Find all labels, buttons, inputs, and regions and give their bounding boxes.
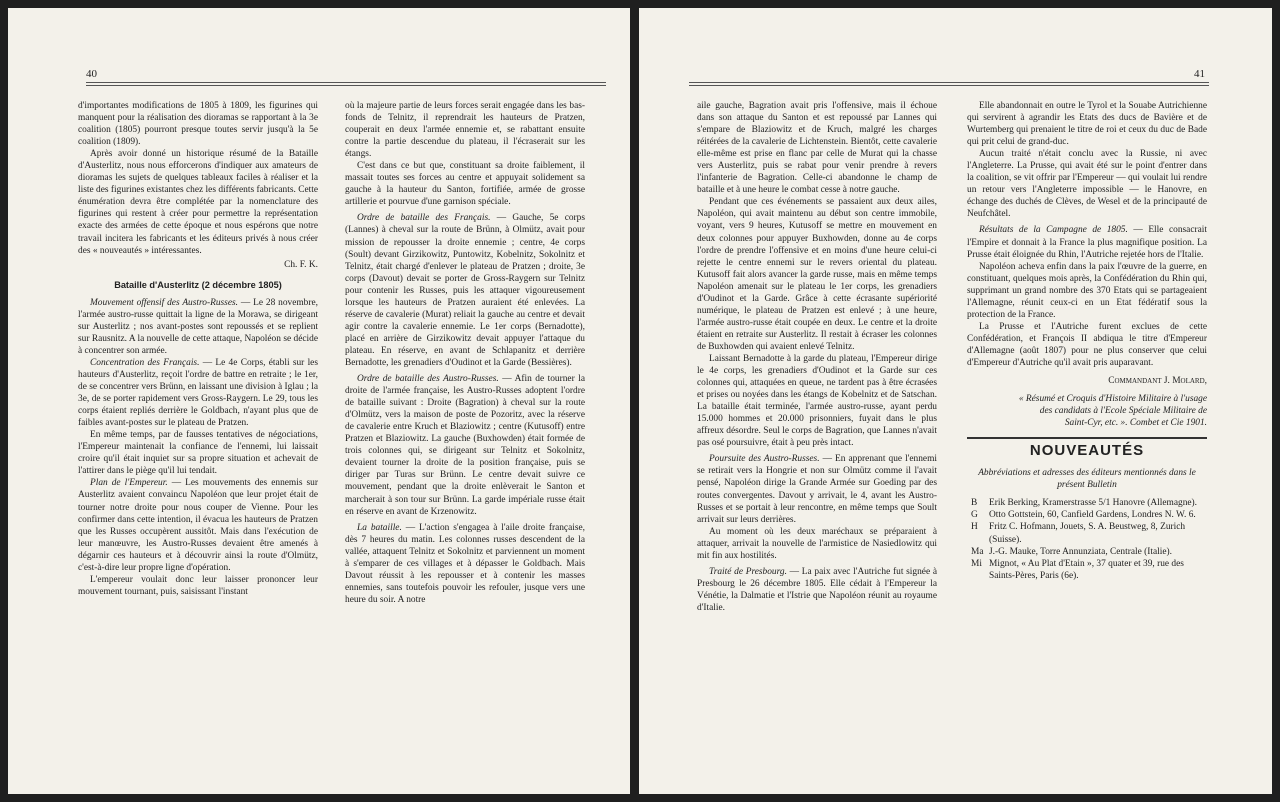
paragraph-title: Ordre de bataille des Français. [357,213,491,224]
paragraph: L'empereur voulait donc leur laisser prononcer leur mouvement tournant, puis, saisissant l'instant [78,574,318,597]
paragraph: Elle abandonnait en outre le Tyrol et la Souabe Autrichienne qui servirent à agrandir les Etats des ducs de Bavière et de Wurtemberg qui prenaient le titre de roi et ceux du duc de Bade qui prit celui de grand-duc. [967,101,1207,148]
editor-address: Erik Berking, Kramerstrasse 5/1 Hanovre (Allemagne). [989,498,1198,509]
paragraph: Laissant Bernadotte à la garde du plateau, l'Empereur dirige le 4e corps, les grenadiers d'Oudinot et la Garde sur ces colonnes qui, attaquées en queue, ne tardent pas à être écrasées et prises ou noyées dans les étangs de Kobelnitz et de Satschan. La bataille était terminée, l'armée austro-russe, ayant perdu 15.000 hommes et 20.000 prisonniers, fuyait dans le plus affreux désordre. Seul le corps de Bagration, que Lannes n'avait pas osé poursuivre, était à peu près intact. [697,353,937,449]
paragraph: Pendant que ces événements se passaient aux deux ailes, Napoléon, qui avait maintenu au début son centre immobile, voyant, vers 9 heures, Kutusoff se mettre en mouvement en deux colonnes pour appuyer Buxhowden, donne au 4e corps l'ordre de prendre l'offensive et en moins d'une heure celui-ci rejette le centre ennemi sur le revers oriental du plateau. Kutusoff fait alors avancer la garde russe, mais en même temps Napoléon amenait sur le plateau le 1er corps, les grenadiers d'Oudinot et la Garde. Grâce à cette écrasante supériorité numérique, le plateau de Pratzen est enlevé ; à une heure, l'armée austro-russe était coupée en deux. Le centre et la droite étaient en retraite sur Austerlitz. Il restait à écraser les colonnes de Buxhowden qui avaient enlevé Telnitz. [697,197,937,352]
right-column-1 [697,100,937,614]
section-heading: Bataille d'Austerlitz (2 décembre 1805) [114,279,282,290]
editor-address: J.-G. Mauke, Torre Annunziata, Centrale (Italie). [989,546,1172,557]
editor-code: H [971,522,978,533]
list-item [967,497,1207,509]
left-column-2 [345,100,585,606]
left-column-1 [78,100,318,598]
author-signature: Commandant J. Molard, [1108,376,1207,387]
paragraph-text: — Elle consacrait l'Empire et donnait à la France la plus magnifique position. La Prusse était éloignée du Rhin, l'Autriche rejetée hors de l'Italie. [967,225,1207,260]
paragraph-text: — Le 28 novembre, l'armée austro-russe quittait la ligne de la Morawa, se dirigeant sur Austerlitz ; nos avant-postes sont repoussés et se replient sur Rausnitz. A la nouvelle de cette attaque, Napoléon se décide à concentrer son armée. [78,297,318,356]
paragraph-text: — Gauche, 5e corps (Lannes) à cheval sur la route de Brünn, à Olmütz, avait pour mission de repousser la droite ennemie ; centre, 4e corps (Soult) devant Girzikowitz, Puntowitz, Kobelnitz, Sokolnitz et Telnitz, était chargé d'enlever le plateau de Pratzen ; droite, 3e corps (Davout) devait se porter de Gross-Raygern sur Telnitz pour contenir les Russes, puis les attaquer vigoureusement lorsque les hauteurs de Pratzen auraient été enlevées. La réserve de cavalerie (Murat) reliait la gauche au centre et devait agir contre la cavalerie ennemie. Le 1er corps (Bernadotte), placé en arrière de Girzikowitz devait appuyer l'attaque du plateau. En réserve, en avant de Schlapanitz et derrière Bernadotte, les grenadiers d'Oudinot et la Garde (Bessières). [345,213,585,368]
paragraph-title: Plan de l'Empereur. [90,478,168,489]
paragraph [345,522,585,606]
list-item [967,546,1207,558]
paragraph [345,212,585,369]
editor-code: Mi [971,558,982,569]
paragraph-text: — Les mouvements des ennemis sur Austerlitz avaient convaincu Napoléon que leur projet était de tourner notre droite pour nous couper de Vienne. Pour les confirmer dans cette intention, il évacua les hauteurs de Pratzen que les Russes occupèrent aussitôt. Mais dans l'exécution de leur manœuvre, les Austro-Russes devaient être amenés à dégarnir ces hauteurs et à découvrir ainsi la route d'Olmütz, c'est-à-dire leur propre ligne d'opération. [78,478,318,573]
nouveautes-subtitle: Abbréviations et adresses des éditeurs mentionnés dans le présent Bulletin [978,468,1196,491]
paragraph [78,477,318,573]
list-item [967,558,1207,582]
paragraph: La Prusse et l'Autriche furent exclues de cette Confédération, et François II abdiqua le titre d'Empereur d'Allemagne (août 1807) pour ne plus conserver que celui d'Empereur d'Autriche qu'il avait pris auparavant. [967,321,1207,368]
paragraph-title: Concentration des Français. [90,357,200,368]
section-divider [967,437,1207,439]
nouveautes-heading: NOUVEAUTÉS [1029,442,1145,460]
paragraph-title: Traité de Presbourg. [709,566,787,577]
paragraph: Après avoir donné un historique résumé de la Bataille d'Austerlitz, nous nous efforcerons d'indiquer aux amateurs de dioramas les sujets de quelques tableaux faciles à réaliser et la liste des figurines existantes chez les différents fabricants. Cette énumération devra être complétée par la nomenclature des figurines qui restent à créer pour permettre la représentation exacte des armées de cette époque et nous espérons que notre travail incitera les fabricants et les éditeurs privés à nous créer des « nouveautés » intéressantes. [78,149,318,256]
paragraph [697,453,937,525]
editor-address: Mignot, « Au Plat d'Etain », 37 quater et 39, rue des Saints-Pères, Paris (6e). [989,558,1184,581]
paragraph [697,566,937,614]
editor-address: Fritz C. Hofmann, Jouets, S. A. Beustweg, 8, Zurich (Suisse). [989,522,1186,545]
paragraph: Aucun traité n'était conclu avec la Russie, ni avec l'Angleterre. La Prusse, qui avait été sur le point d'entrer dans la coalition, se vit offrir par l'Empereur — qui voulait lui rendre un retour vers l'Angleterre impossible — le Hanovre, en échange des duchés de Clèves, de Wesel et de la principauté de Neufchâtel. [967,149,1207,220]
paragraph-title: Poursuite des Austro-Russes. [709,454,820,465]
header-rule [689,82,1209,86]
page-number: 41 [1194,68,1205,80]
paragraph [78,357,318,429]
paragraph [967,224,1207,260]
editor-code: Ma [971,546,984,557]
editor-address: Otto Gottstein, 60, Canfield Gardens, Londres N. W. 6. [989,510,1196,521]
right-column-2 [967,100,1207,582]
paragraph: C'est dans ce but que, constituant sa droite faiblement, il massait toutes ses forces au centre et appuyait solidement sa gauche à la hauteur du Santon, fortifiée, armée de grosse artillerie et pourvue d'une garnison spéciale. [345,161,585,208]
paragraph: Au moment où les deux maréchaux se préparaient à attaquer, arrivait la nouvelle de l'armistice de Nasiedlowitz qui mit fin aux hostilités. [697,526,937,561]
paragraph [345,373,585,518]
paragraph: où la majeure partie de leurs forces serait engagée dans les bas-fonds de Telnitz, il reprendrait les hauteurs de Pratzen, couperait en deux l'armée ennemie et, se rabattant ensuite contre la partie descendue du plateau, il l'écraserait sur les étangs. [345,101,585,160]
author-signature: Ch. F. K. [284,259,318,270]
paragraph-text: — La paix avec l'Autriche fut signée à Presbourg le 26 décembre 1805. Elle cédait à l'Empereur la Vénétie, la Dalmatie et l'Istrie que Napoléon réunit au royaume d'Italie. [697,566,937,613]
paragraph-text: — Afin de tourner la droite de l'armée française, les Austro-Russes adoptent l'ordre de bataille suivant : Droite (Bagration) à cheval sur la route d'Olmütz, vers la maison de poste de Pozoritz, avec la réserve de cavalerie entre Kruch et Blaziowitz ; centre (Kutusoff) entre Pratzen et Blaziowitz. La gauche (Buxhowden) était formée de trois colonnes qui, se dirigeant sur Telnitz et Sokolnitz, devaient tourner la droite de la position française, puis se diriger par Turas sur Brünn. Le centre devait suivre ce mouvement, pendant que la droite enlèverait le Santon et marcherait à son tour sur Brünn. La garde impériale russe était en réserve en avant de Krzenowitz. [345,374,585,517]
paragraph-title: La bataille. [357,522,402,533]
paragraph-title: Mouvement offensif des Austro-Russes. [90,297,238,308]
paragraph: aile gauche, Bagration avait pris l'offensive, mais il échoue dans son attaque du Santon et est repoussé par Lannes qui s'empare de Blaziowitz et de Kruch, malgré les charges réitérées de la cavalerie de Lichtenstein. Bientôt, cette cavalerie elle-même est prise en flanc par celle de Murat qui la chasse vers Austerlitz, puis se rabat pour venir prendre à revers l'infanterie de Bagration. Celle-ci abandonne le champ de bataille et à une heure le combat cesse à notre gauche. [697,101,937,196]
right-page [639,8,1272,794]
paragraph-title: Résultats de la Campagne de 1805. [979,225,1128,236]
page-number: 40 [86,68,97,80]
left-page [8,8,630,794]
header-rule [86,82,606,86]
paragraph: d'importantes modifications de 1805 à 1809, les figurines qui manquent pour la réalisation des dioramas se rapportant à la 3e coalition (1805) pourront presque toutes servir jusqu'à la 5e coalition (1809). [78,101,318,148]
editor-code: G [971,510,978,521]
paragraph-text: — En apprenant que l'ennemi se retirait vers la Hongrie et non sur Olmütz comme il l'avait pensé, Napoléon dirige la Grande Armée sur Goeding par des routes convergentes. Davout y arrivait, le 4, avant les Austro-Russes et se portait à leur rencontre, en même temps que Soult arrivait sur leurs derrières. [697,454,937,525]
paragraph [78,297,318,357]
citation: « Résumé et Croquis d'Histoire Militaire à l'usage des candidats à l'Ecole Spéciale Militaire de Saint-Cyr, etc. ». Combet et Cie 1901. [1018,394,1207,429]
paragraph-text: — Le 4e Corps, établi sur les hauteurs d'Austerlitz, reçoit l'ordre de battre en retraite ; le 1er, de se concentrer vers Brünn, en laissant une division à Iglau ; la 3e, de se porter rapidement vers Gross-Raygern. Le 29, tous les corps étaient repliés derrière le Goldbach, n'ayant plus que de faibles avant-postes sur le plateau de Pratzen. [78,357,318,429]
list-item [967,509,1207,521]
paragraph: Napoléon acheva enfin dans la paix l'œuvre de la guerre, en constituant, quelques mois après, la Confédération du Rhin qui, supprimant un grand nombre des 370 Etats qui se partageaient l'Allemagne, réunit ceux-ci en un Etat fédératif sous la protection de la France. [967,261,1207,320]
paragraph: En même temps, par de fausses tentatives de négociations, l'Empereur maintenait la confiance de l'ennemi, lui laissait croire qu'il était inquiet sur sa propre situation et achevait de l'attirer dans le piège qu'il lui tendait. [78,430,318,477]
paragraph-title: Ordre de bataille des Austro-Russes. [357,374,499,385]
paragraph-text: — L'action s'engagea à l'aile droite française, dès 7 heures du matin. Les colonnes russes descendent de la vallée, attaquent Telnitz et Sokolnitz et parviennent un moment à s'emparer de ces villages et à dépasser le Goldbach. Mais Davout réussit à les repousser et à contenir les masses ennemies, sans toutefois pouvoir les refouler, jusque vers une heure du soir. A notre [345,522,585,605]
list-item [967,521,1207,545]
editor-code: B [971,498,978,509]
